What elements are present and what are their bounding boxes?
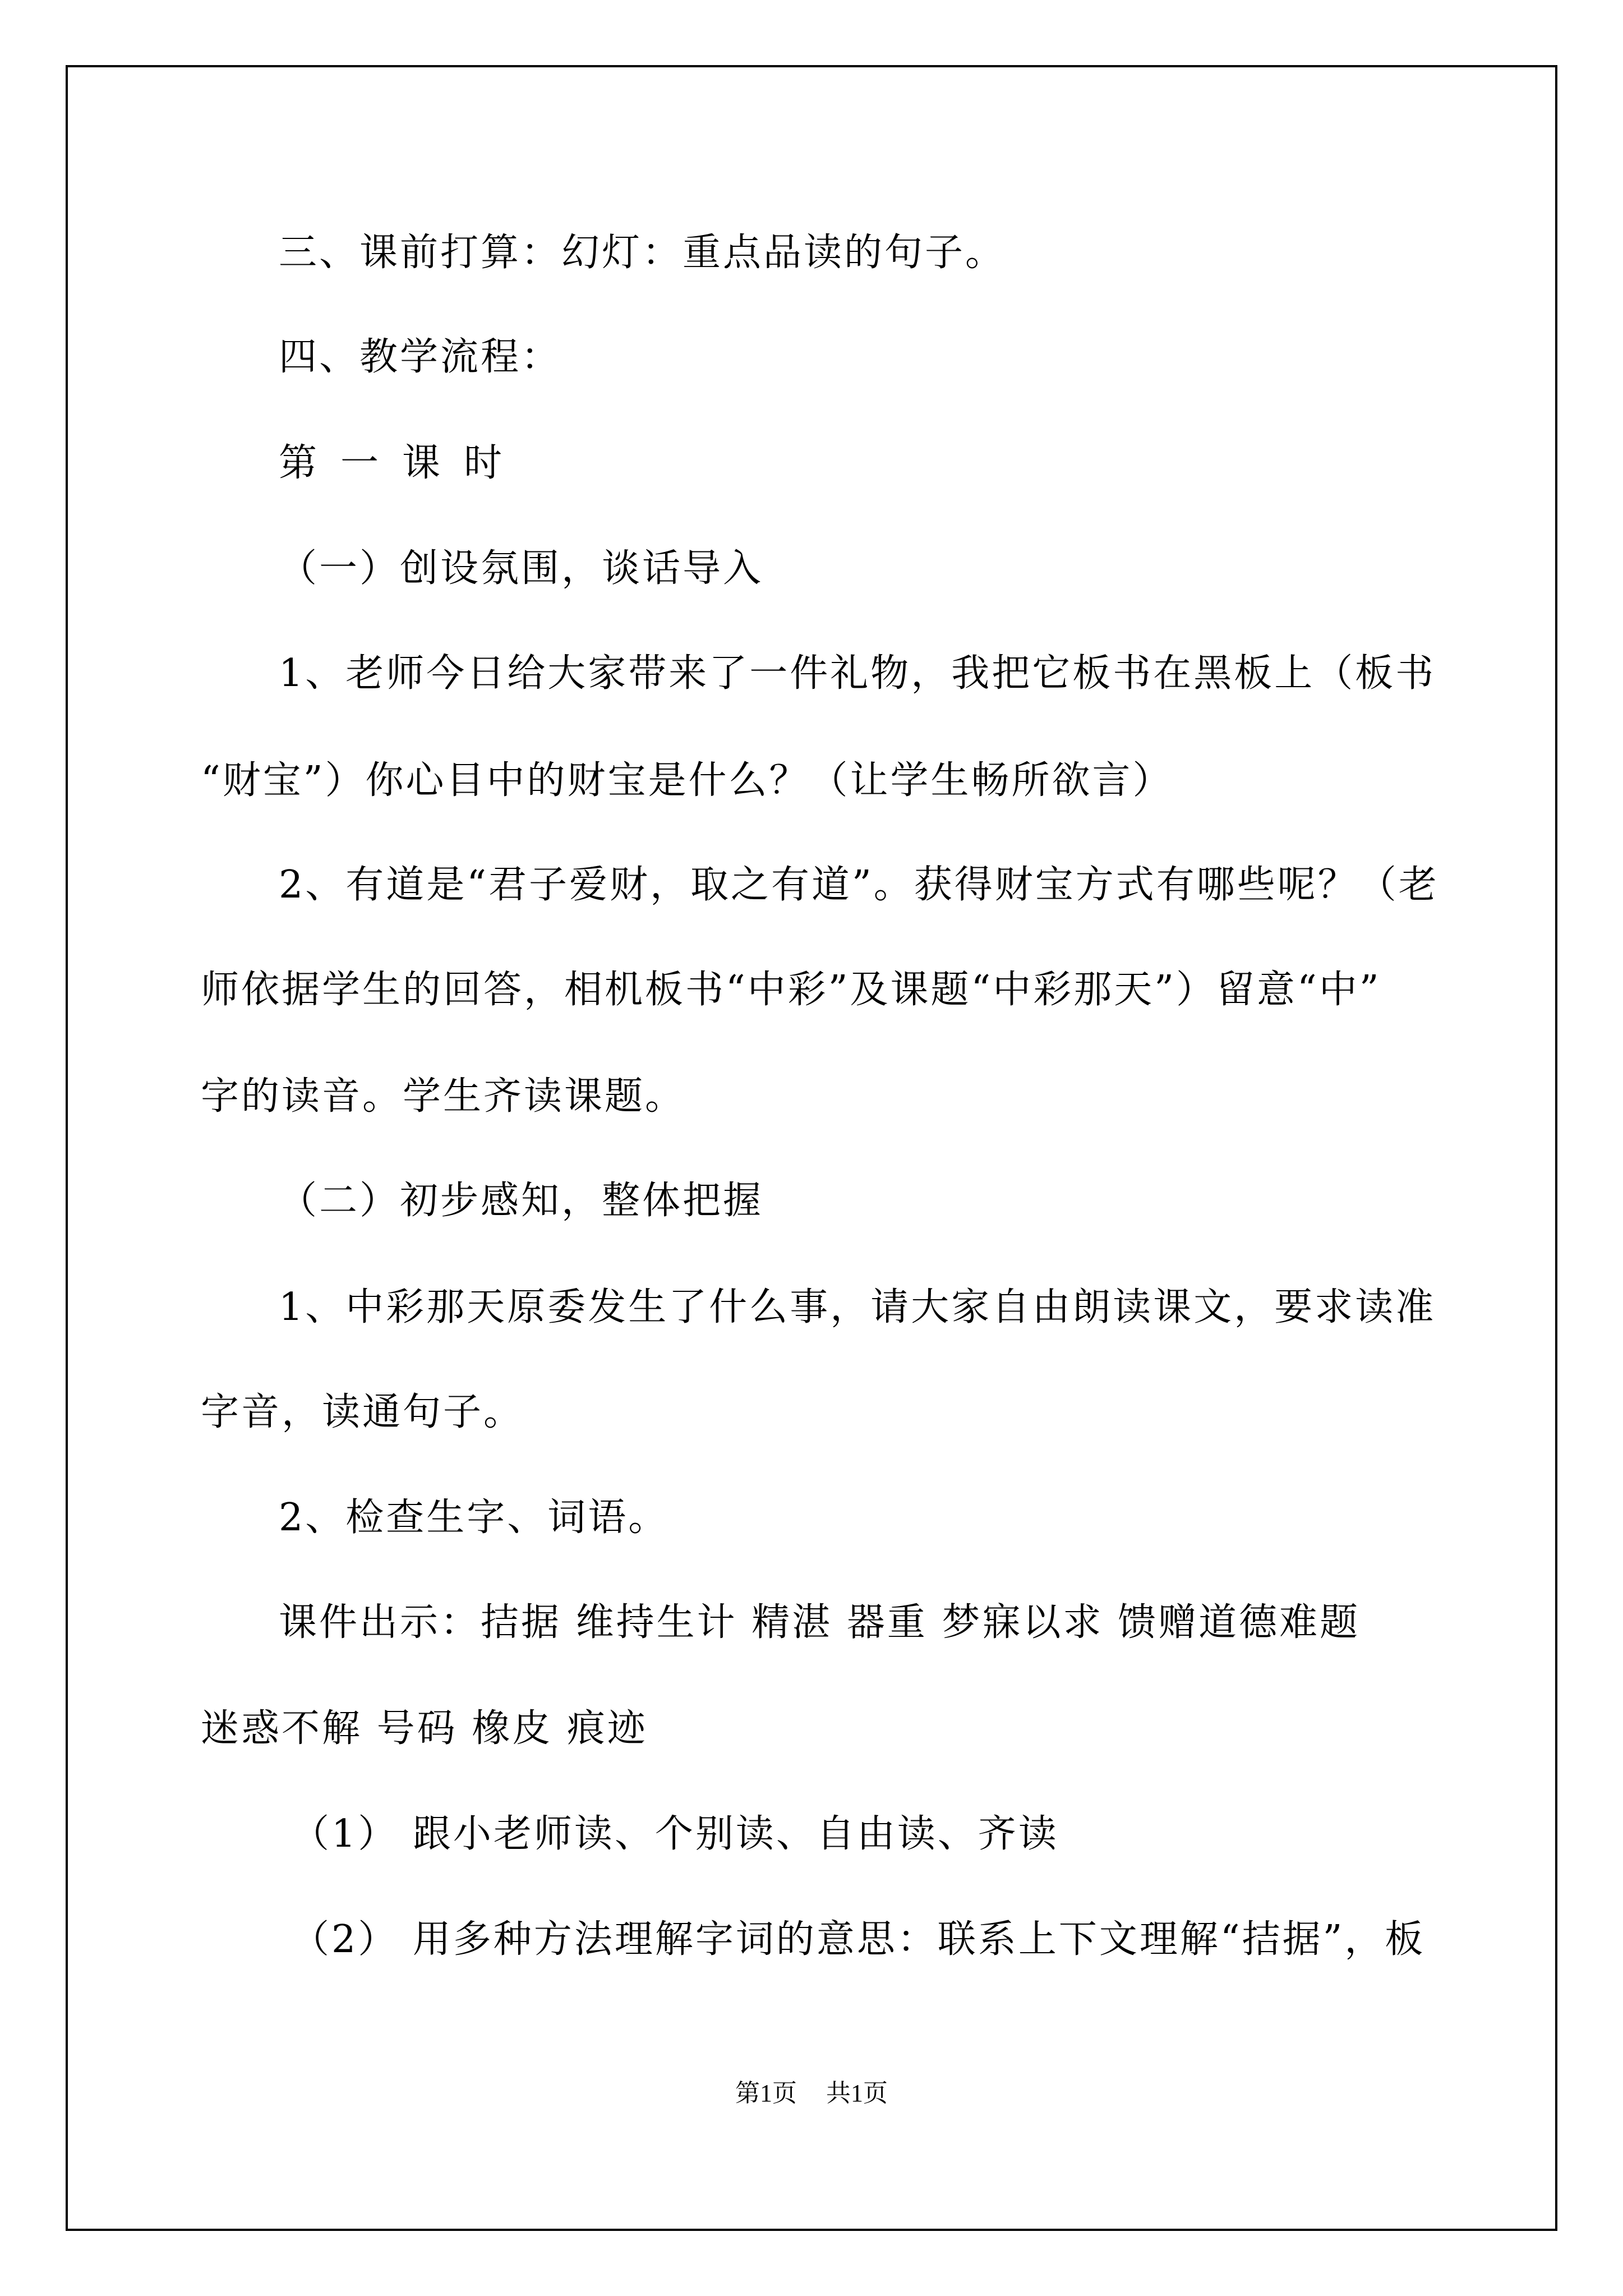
section-heading-preparation: 三、课前打算：幻灯：重点品读的句子。 <box>279 231 1006 275</box>
page-total: 共1页 <box>826 2079 888 2107</box>
list-item: （2） 用多种方法理解字词的意思：联系上下文理解“拮据”，板 <box>291 1917 1426 1962</box>
paragraph-line: 2、检查生字、词语。 <box>279 1496 669 1540</box>
paragraph-line: 1、中彩那天原委发生了什么事，请大家自由朗读课文，要求读准 <box>279 1285 1436 1329</box>
lesson-heading: 第一课时 <box>279 441 526 485</box>
page-border <box>66 65 1557 2231</box>
paragraph-line: 课件出示：拮据 维持生计 精湛 器重 梦寐以求 馈赠道德难题 <box>279 1600 1361 1645</box>
section-heading-process: 四、教学流程： <box>279 335 562 379</box>
paragraph-line: 字的读音。学生齐读课题。 <box>201 1074 686 1119</box>
paragraph-line: “财宝”）你心目中的财宝是什么？（让学生畅所欲言） <box>201 758 1173 803</box>
subheading-intro: （一）创设氛围，谈话导入 <box>279 546 764 591</box>
list-item: （1） 跟小老师读、个别读、自由读、齐读 <box>291 1812 1059 1856</box>
page-footer <box>0 2079 1623 2108</box>
paragraph-line: 字音，读通句子。 <box>201 1390 524 1434</box>
page-number: 第1页 <box>735 2079 797 2107</box>
paragraph-line: 迷惑不解 号码 橡皮 痕迹 <box>201 1706 648 1751</box>
paragraph-line: 2、有道是“君子爱财，取之有道”。获得财宝方式有哪些呢？（老 <box>279 863 1439 907</box>
paragraph-line: 1、老师今日给大家带来了一件礼物，我把它板书在黑板上（板书 <box>279 651 1436 696</box>
paragraph-line: 师依据学生的回答，相机板书“中彩”及课题“中彩那天”）留意“中” <box>201 968 1381 1012</box>
subheading-perception: （二）初步感知，整体把握 <box>279 1179 764 1223</box>
